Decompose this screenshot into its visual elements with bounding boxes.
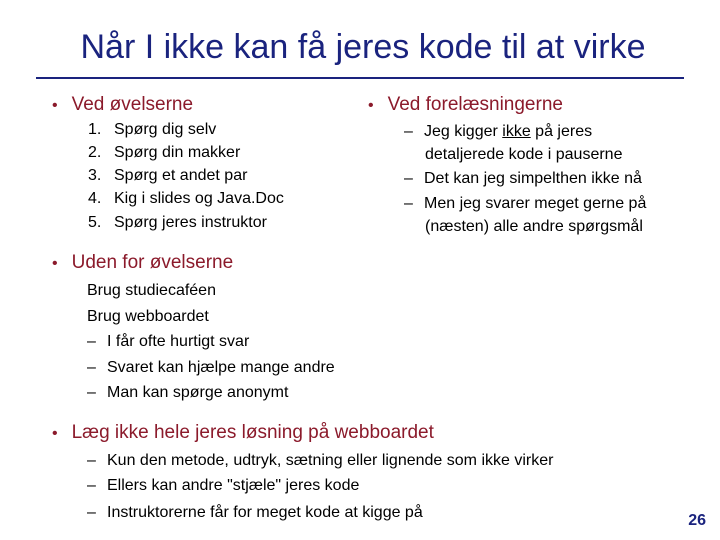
item-text: Kun den metode, udtryk, sætning eller lignende som ikke virker bbox=[107, 452, 554, 469]
heading-exercises bbox=[52, 94, 193, 116]
slide-title: Når I ikke kan få jeres kode til at virke bbox=[80, 28, 646, 66]
page-number: 26 bbox=[688, 512, 706, 529]
heading-webboard bbox=[52, 422, 434, 444]
item-number: 5. bbox=[88, 214, 102, 231]
list-item bbox=[88, 119, 216, 141]
item-text: Spørg din makker bbox=[114, 144, 241, 161]
bullet: • bbox=[52, 255, 58, 272]
list-item bbox=[87, 331, 249, 353]
item-text: Det kan jeg simpelthen ikke nå bbox=[424, 170, 642, 187]
heading-lectures-text: Ved forelæsningerne bbox=[387, 94, 563, 115]
list-item bbox=[87, 450, 553, 472]
heading-lectures bbox=[368, 94, 563, 116]
dash: – bbox=[87, 384, 96, 401]
list-item-continuation: (næsten) alle andre spørgsmål bbox=[425, 218, 643, 235]
dash: – bbox=[87, 477, 96, 494]
item-number: 3. bbox=[88, 167, 102, 184]
item-number: 2. bbox=[88, 144, 102, 161]
list-item-continuation: detaljerede kode i pauserne bbox=[425, 146, 623, 163]
item-text: Spørg dig selv bbox=[114, 121, 217, 138]
item-text: Instruktorerne får for meget kode at kigge på bbox=[107, 504, 423, 521]
list-item: Brug studiecaféen bbox=[87, 282, 216, 299]
list-item bbox=[404, 193, 646, 215]
dash: – bbox=[404, 170, 413, 187]
item-text: Spørg jeres instruktor bbox=[114, 214, 267, 231]
list-item bbox=[87, 502, 423, 524]
dash: – bbox=[87, 333, 96, 350]
dash: – bbox=[404, 123, 413, 140]
list-item bbox=[88, 188, 284, 210]
item-text: I får ofte hurtigt svar bbox=[107, 333, 250, 350]
heading-webboard-text: Læg ikke hele jeres løsning på webboardet bbox=[71, 422, 434, 443]
bullet: • bbox=[52, 97, 58, 114]
list-item bbox=[87, 382, 288, 404]
item-text: Ellers kan andre "stjæle" jeres kode bbox=[107, 477, 360, 494]
bullet: • bbox=[368, 97, 374, 114]
dash: – bbox=[87, 504, 96, 521]
heading-outside bbox=[52, 252, 233, 274]
heading-outside-text: Uden for øvelserne bbox=[71, 252, 234, 273]
list-item bbox=[404, 168, 642, 190]
item-text: Jeg kigger bbox=[424, 123, 503, 140]
dash: – bbox=[87, 359, 96, 376]
dash: – bbox=[87, 452, 96, 469]
item-text: Svaret kan hjælpe mange andre bbox=[107, 359, 335, 376]
bullet: • bbox=[52, 425, 58, 442]
item-text: Men jeg svarer meget gerne på bbox=[424, 195, 647, 212]
item-text: Spørg et andet par bbox=[114, 167, 248, 184]
underlined-word: ikke bbox=[502, 123, 531, 140]
title-underline bbox=[36, 77, 684, 79]
list-item: Brug webboardet bbox=[87, 308, 209, 325]
dash: – bbox=[404, 195, 413, 212]
list-item bbox=[87, 357, 335, 379]
list-item bbox=[88, 142, 240, 164]
heading-exercises-text: Ved øvelserne bbox=[71, 94, 194, 115]
item-text: Kig i slides og Java.Doc bbox=[114, 190, 284, 207]
list-item bbox=[88, 165, 247, 187]
list-item bbox=[88, 212, 267, 234]
item-number: 1. bbox=[88, 121, 102, 138]
list-item bbox=[87, 475, 359, 497]
item-text: på jeres bbox=[530, 123, 593, 140]
item-number: 4. bbox=[88, 190, 102, 207]
list-item bbox=[404, 121, 592, 143]
item-text: Man kan spørge anonymt bbox=[107, 384, 289, 401]
